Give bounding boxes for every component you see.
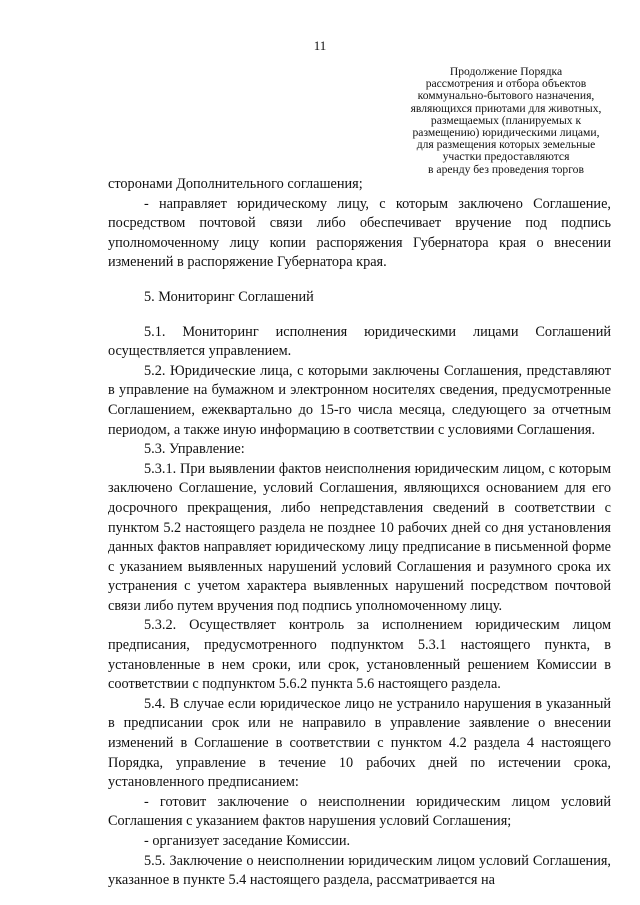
paragraph-gap xyxy=(108,308,611,323)
header-line: в аренду без проведения торгов xyxy=(428,162,584,176)
paragraph-5-4: 5.4. В случае если юридическое лицо не устранило нарушения в указанный в предписании срок или не направило в управление заявление о внесении изменений в Соглашение в соответствии с пунктом 4.2 раздела 4 настоящего Порядка, управление в течение 10 рабочих дней по истечении срока, установленного предписанием: xyxy=(108,695,611,791)
paragraph-5-1: 5.1. Мониторинг исполнения юридическими лицами Соглашений осуществляется управлением. xyxy=(108,323,611,360)
paragraph-list-item: - организует заседание Комиссии. xyxy=(144,833,351,849)
header-line: Продолжение Порядка xyxy=(449,65,563,78)
header-continuation-block xyxy=(398,66,614,176)
paragraph-continuation: сторонами Дополнительного соглашения; xyxy=(108,176,363,192)
paragraph-gap xyxy=(108,273,611,288)
header-line: рассмотрения и отбора объектов xyxy=(425,77,587,91)
paragraph-5-3-1: 5.3.1. При выявлении фактов неисполнения юридическим лицом, с которым заключено Соглашение, условий Соглашения, являющихся основанием для его досрочного прекращения, либо непредставления сведений в соответствии с пунктом 5.2 настоящего раздела не позднее 10 рабочих дней со дня установления данных фактов направляет юридическому лицу предписание в письменной форме с указанием выявленных нарушений условий Соглашения и разумного срока их устранения с учетом характера выявленных нарушений посредством почтовой связи либо путем вручения под подпись уполномоченному лицу. xyxy=(108,460,611,614)
header-line: являющихся приютами для животных, xyxy=(410,101,602,115)
paragraph-list-item: - направляет юридическому лицу, с которым заключено Соглашение, посредством почтовой связи либо обеспечивает вручение под подпись уполномоченному лицу копии распоряжения Губернатора края о внесении изменений в распоряжение Губернатора края. xyxy=(108,195,611,271)
header-line: размещению) юридическими лицами, xyxy=(412,126,600,140)
page-number: 11 xyxy=(313,38,327,53)
paragraph-list-item: - готовит заключение о неисполнении юридическим лицом условий Соглашения с указанием фактов нарушения условий Соглашения; xyxy=(108,793,611,830)
header-line: участки предоставляются xyxy=(442,150,570,164)
header-line: размещаемых (планируемых к xyxy=(430,113,582,127)
section-title: 5. Мониторинг Соглашений xyxy=(144,288,314,305)
paragraph-5-2: 5.2. Юридические лица, с которыми заключены Соглашения, представляют в управление на бумажном и электронном носителях сведения, предусмотренные Соглашением, ежеквартально до 15-го числа месяца, следующего за отчетным периодом, а также иную информацию в соответствии с условиями Соглашения. xyxy=(108,362,611,438)
header-line: коммунально-бытового назначения, xyxy=(417,89,595,103)
header-line: для размещения которых земельные xyxy=(416,138,596,152)
paragraph-5-3: 5.3. Управление: xyxy=(144,441,245,458)
paragraph-5-5: 5.5. Заключение о неисполнении юридическим лицом условий Соглашения, указанное в пункте 5.4 настоящего раздела, рассматривается на xyxy=(108,852,611,889)
paragraph-5-3-2: 5.3.2. Осуществляет контроль за исполнением юридическим лицом предписания, предусмотренного подпунктом 5.3.1 настоящего пункта, в установленные в нем сроки, или срок, установленный решением Комиссии в соответствии с подпунктом 5.6.2 пункта 5.6 настоящего раздела. xyxy=(108,617,611,693)
body-text xyxy=(108,175,611,891)
